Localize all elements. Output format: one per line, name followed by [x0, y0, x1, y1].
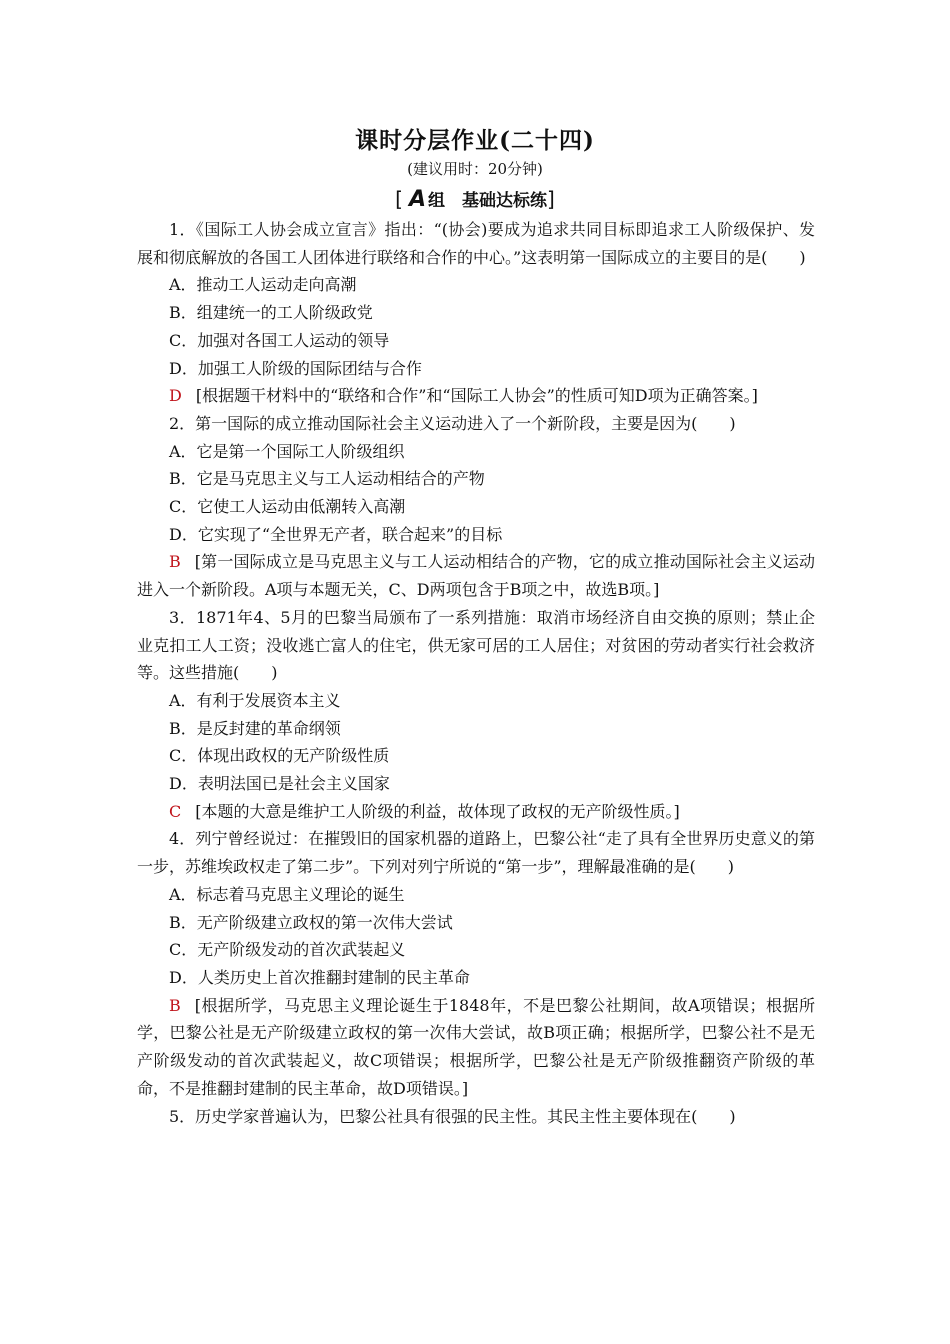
option-c: C．体现出政权的无产阶级性质 — [169, 746, 390, 766]
option-d: D．加强工人阶级的国际团结与合作 — [169, 358, 422, 378]
answer-explanation: [根据所学，马克思主义理论诞生于1848年，不是巴黎公社期间，故A项错误；根据所学，巴黎公社是无产阶级建立政权的第一次伟大尝试，故B项正确；根据所学，巴黎公社不是无产阶级发动的首次武装起义，故C项错误；根据所学，巴黎公社是无产阶级推翻资产阶级的革命，不是推翻封建制的民主革命，故D项错误。] — [137, 995, 815, 1098]
option-b: B．它是马克思主义与工人运动相结合的产物 — [169, 469, 485, 489]
option-b: B．是反封建的革命纲领 — [169, 718, 341, 738]
section-bracket-open: [ — [395, 187, 403, 211]
answer-block — [137, 798, 815, 826]
questions-list — [137, 216, 815, 1130]
option-b: B．无产阶级建立政权的第一次伟大尝试 — [169, 912, 453, 932]
answer-explanation: [根据题干材料中的“联络和合作”和“国际工人协会”的性质可知D项为正确答案。] — [195, 386, 758, 406]
option-a: A．标志着马克思主义理论的诞生 — [169, 884, 405, 904]
question-stem: 5．历史学家普遍认为，巴黎公社具有很强的民主性。其民主性主要体现在( ) — [169, 1106, 736, 1126]
answer-block — [137, 382, 815, 410]
question-stem: 2．第一国际的成立推动国际社会主义运动进入了一个新阶段，主要是因为( ) — [169, 413, 736, 433]
section-label: 组 基础达标练 — [428, 191, 548, 211]
option-d: D．表明法国已是社会主义国家 — [169, 774, 390, 794]
section-bracket-close: ] — [547, 187, 555, 211]
page-title: 课时分层作业(二十四) — [355, 127, 595, 154]
option-c: C．加强对各国工人运动的领导 — [169, 330, 390, 350]
answer-block — [137, 548, 815, 603]
option-a: A．它是第一个国际工人阶级组织 — [169, 441, 405, 461]
option-d: D．人类历史上首次推翻封建制的民主革命 — [169, 967, 470, 987]
suggested-time: (建议用时：20分钟) — [407, 160, 543, 178]
option-c: C．它使工人运动由低潮转入高潮 — [169, 497, 406, 517]
question-stem: 1．《国际工人协会成立宣言》指出：“(协会)要成为追求共同目标即追求工人阶级保护、发展和彻底解放的各国工人团体进行联络和合作的中心。”这表明第一国际成立的主要目的是( ) — [137, 220, 815, 267]
answer-letter: B — [169, 995, 181, 1015]
section-heading — [0, 186, 950, 212]
answer-letter: C — [169, 801, 182, 821]
question-stem: 3．1871年4、5月的巴黎当局颁布了一系列措施：取消市场经济自由交换的原则；禁止企业克扣工人工资；没收逃亡富人的住宅，供无家可居的工人居住；对贫困的劳动者实行社会救济等。这些措施( ) — [137, 607, 815, 683]
answer-letter: D — [169, 386, 182, 406]
answer-block — [137, 992, 815, 1103]
answer-explanation: [第一国际成立是马克思主义与工人运动相结合的产物，它的成立推动国际社会主义运动进入一个新阶段。A项与本题无关，C、D两项包含于B项之中，故选B项。] — [137, 552, 815, 600]
answer-letter: B — [169, 552, 181, 572]
question-stem: 4．列宁曾经说过：在摧毁旧的国家机器的道路上，巴黎公社“走了具有全世界历史意义的第一步，苏维埃政权走了第二步”。下列对列宁所说的“第一步”，理解最准确的是( ) — [137, 829, 815, 877]
section-letter: A — [408, 187, 427, 212]
option-c: C．无产阶级发动的首次武装起义 — [169, 940, 406, 960]
option-d: D．它实现了“全世界无产者，联合起来”的目标 — [169, 524, 503, 544]
option-b: B．组建统一的工人阶级政党 — [169, 303, 373, 323]
answer-explanation: [本题的大意是维护工人阶级的利益，故体现了政权的无产阶级性质。] — [195, 801, 680, 821]
option-a: A．推动工人运动走向高潮 — [169, 275, 357, 295]
option-a: A．有利于发展资本主义 — [169, 690, 341, 710]
